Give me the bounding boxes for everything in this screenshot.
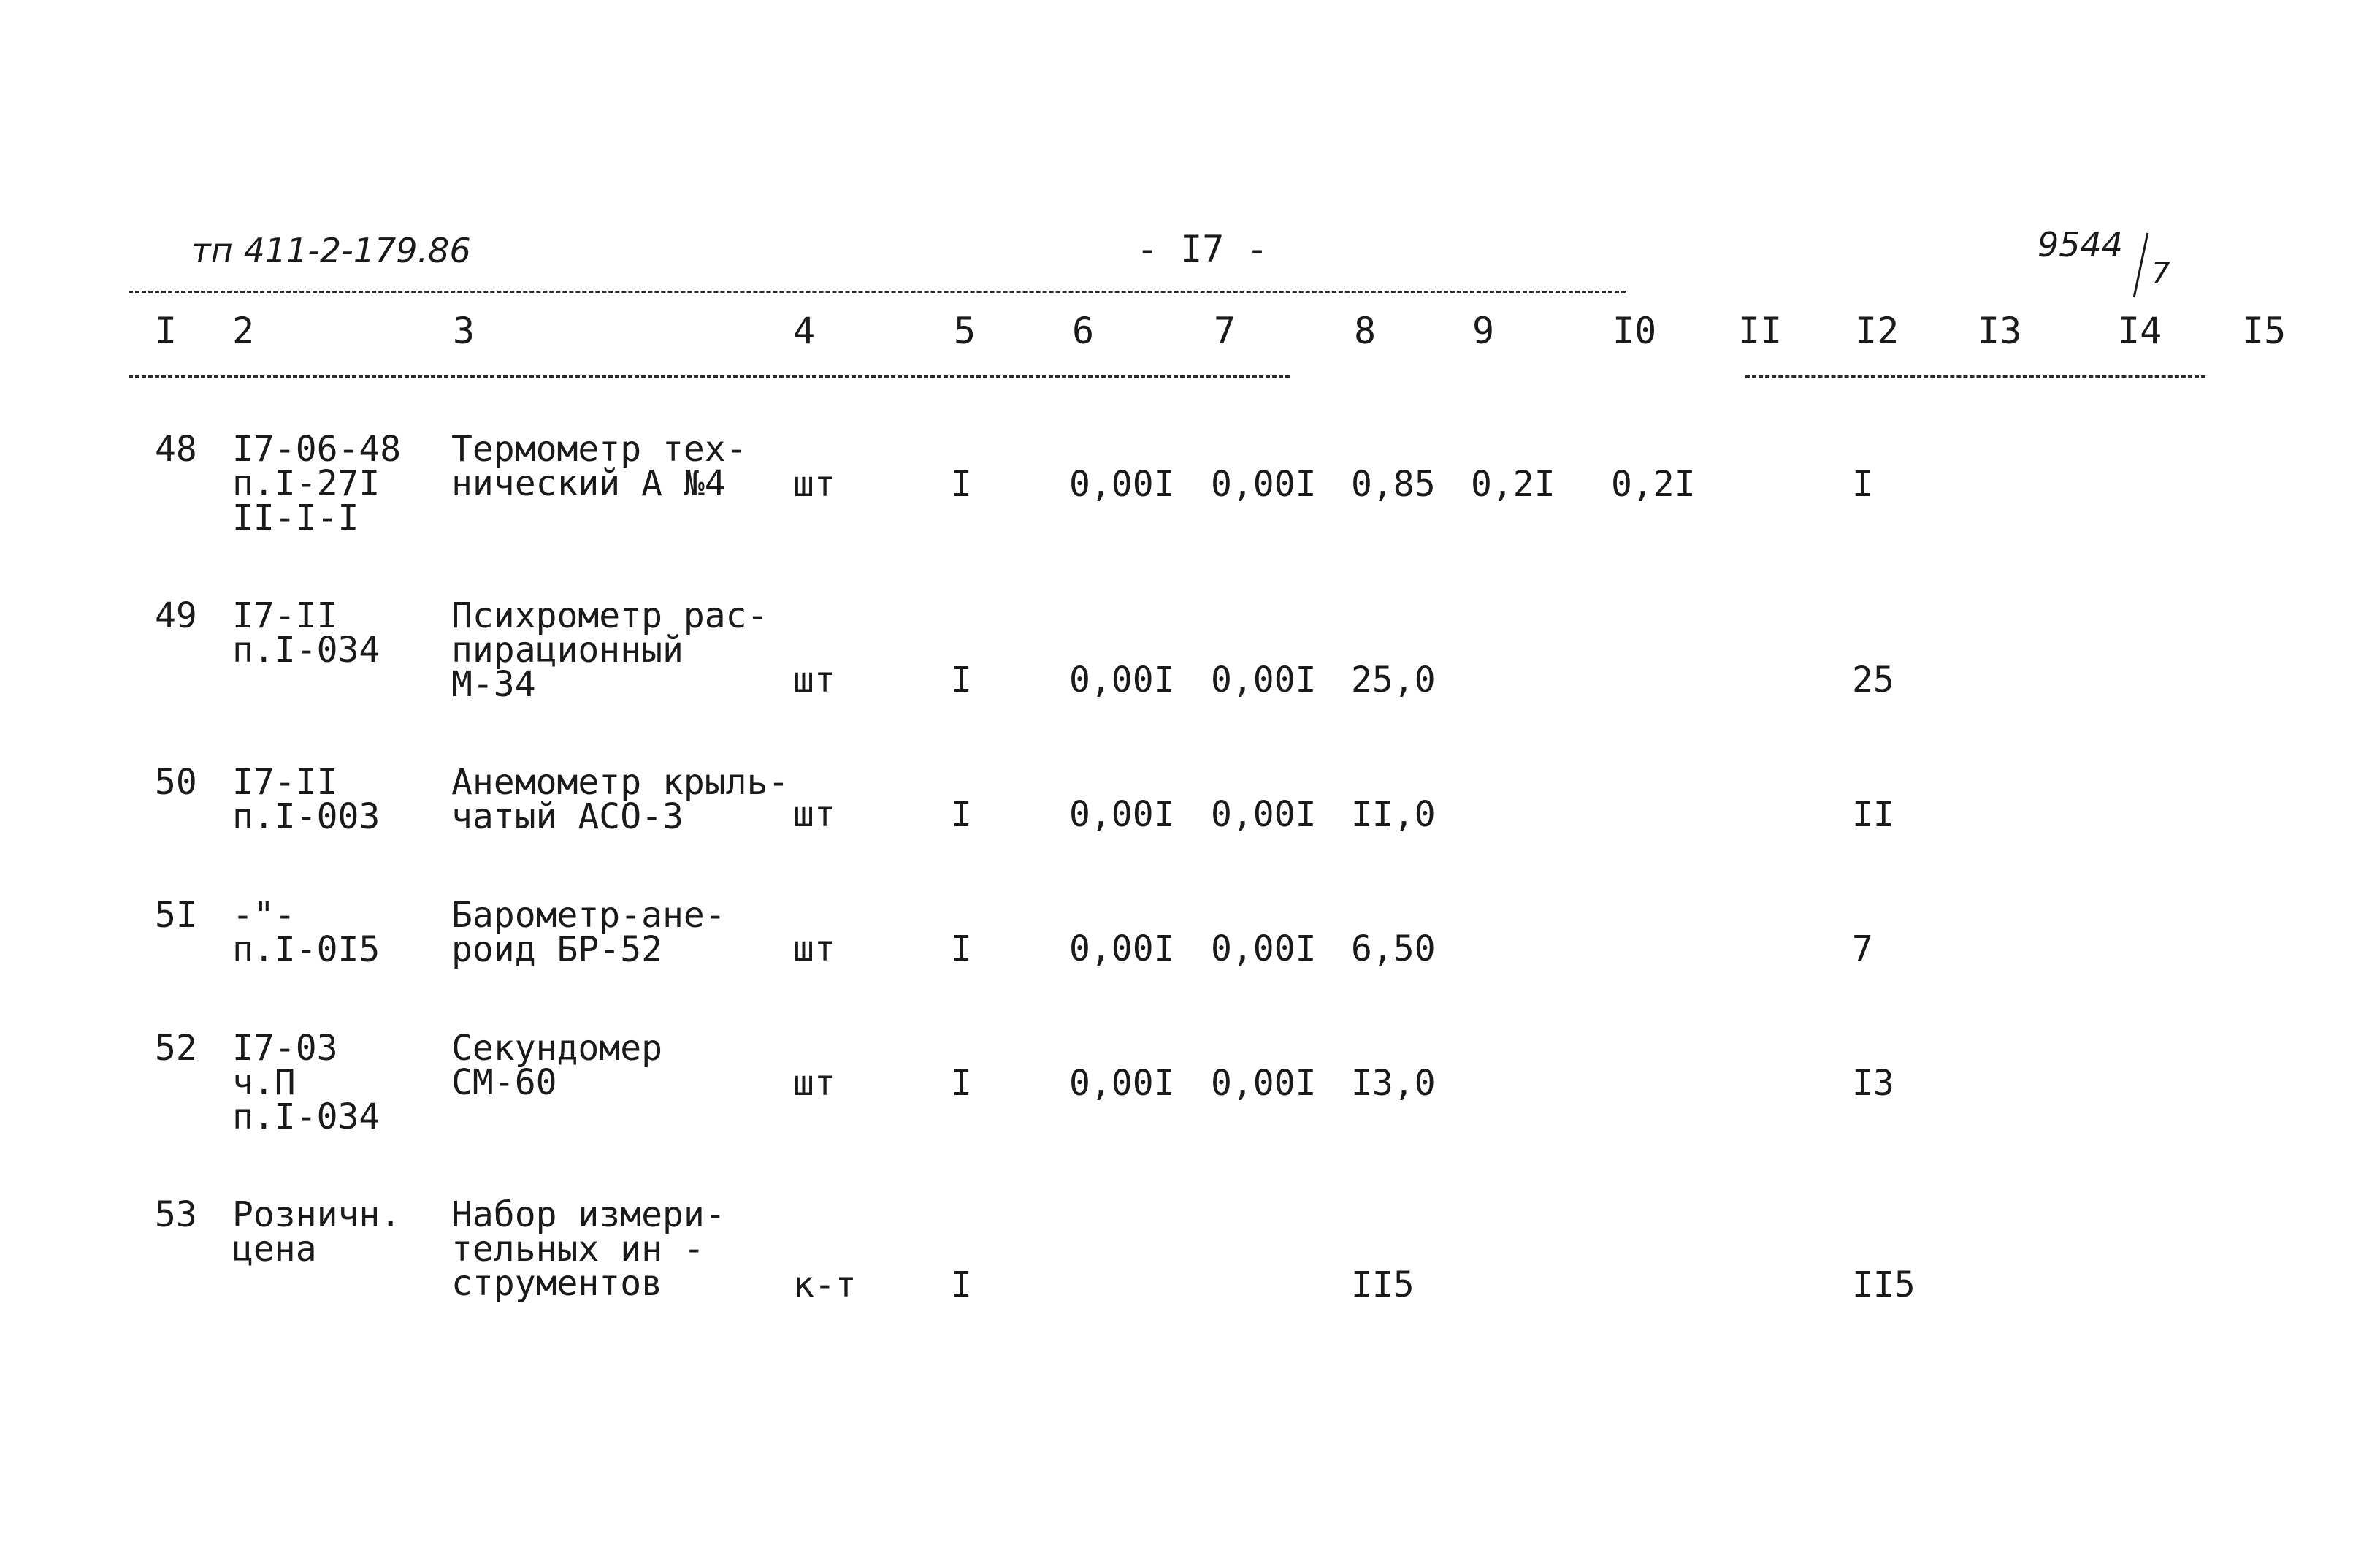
row-name: Термометр тех- нический А №4	[451, 429, 747, 504]
row-name: Психрометр рас- пирационный М-34	[451, 595, 768, 705]
column-number: 7	[1214, 310, 1236, 352]
column-number: I5	[2242, 310, 2287, 352]
row-col6: 0,00I	[1069, 928, 1175, 969]
row-qty: I	[951, 928, 972, 969]
row-code: I7-03 ч.П п.I-034	[232, 1028, 380, 1137]
row-number: 5I	[155, 895, 197, 936]
row-col8: 25,0	[1351, 660, 1436, 701]
row-number: 50	[155, 762, 197, 803]
row-col7: 0,00I	[1211, 1063, 1317, 1104]
row-col8: II,0	[1351, 794, 1436, 835]
row-name: Набор измери- тельных ин - струментов	[451, 1194, 726, 1304]
column-number: I4	[2118, 310, 2162, 352]
row-code: Розничн. цена	[232, 1194, 402, 1270]
sheet-fraction: 7	[2151, 257, 2170, 291]
column-number: I3	[1978, 310, 2022, 352]
row-unit: шт	[793, 794, 835, 835]
page-number: - I7 -	[1136, 228, 1269, 270]
row-col8: 6,50	[1351, 928, 1436, 969]
column-number: 4	[793, 310, 816, 352]
row-number: 49	[155, 595, 197, 636]
row-col12: 7	[1852, 928, 1873, 969]
column-number: 8	[1354, 310, 1377, 352]
column-number: I0	[1612, 310, 1657, 352]
header-bottom-rule	[129, 375, 1290, 378]
row-name: Барометр-ане- роид БР-52	[451, 895, 726, 970]
column-number: I2	[1855, 310, 1899, 352]
row-number: 52	[155, 1028, 197, 1069]
row-col12: II	[1852, 794, 1894, 835]
row-col7: 0,00I	[1211, 660, 1317, 701]
row-col6: 0,00I	[1069, 1063, 1175, 1104]
sheet-number: 9544	[2037, 225, 2124, 264]
column-number: 3	[453, 310, 475, 352]
sheet-fraction-slash	[2133, 233, 2149, 298]
row-code: I7-II п.I-003	[232, 762, 380, 837]
row-col7: 0,00I	[1211, 464, 1317, 505]
row-number: 53	[155, 1194, 197, 1235]
row-col7: 0,00I	[1211, 794, 1317, 835]
row-col6: 0,00I	[1069, 660, 1175, 701]
column-number: I	[155, 310, 177, 352]
row-name: Секундомер СМ-60	[451, 1028, 662, 1103]
row-col8: I3,0	[1351, 1063, 1436, 1104]
row-col12: I3	[1852, 1063, 1894, 1104]
header-bottom-rule-right	[1745, 375, 2205, 378]
row-code: I7-II п.I-034	[232, 595, 380, 671]
header-top-rule	[129, 291, 1626, 293]
column-number: 9	[1472, 310, 1495, 352]
row-unit: шт	[793, 660, 835, 701]
row-col10: 0,2I	[1611, 464, 1696, 505]
row-col12: I	[1852, 464, 1873, 505]
row-qty: I	[951, 660, 972, 701]
document-code: тп 411-2-179.86	[191, 231, 471, 270]
column-number: II	[1738, 310, 1783, 352]
row-unit: к-т	[793, 1264, 857, 1305]
row-code: -"- п.I-0I5	[232, 895, 380, 970]
column-number: 5	[954, 310, 976, 352]
row-col6: 0,00I	[1069, 464, 1175, 505]
row-col7: 0,00I	[1211, 928, 1317, 969]
row-qty: I	[951, 1264, 972, 1305]
row-qty: I	[951, 1063, 972, 1104]
row-unit: шт	[793, 464, 835, 505]
row-col12: 25	[1852, 660, 1894, 701]
row-number: 48	[155, 429, 197, 470]
row-qty: I	[951, 794, 972, 835]
row-col8: II5	[1351, 1264, 1415, 1305]
row-unit: шт	[793, 1063, 835, 1104]
column-number: 6	[1072, 310, 1095, 352]
row-qty: I	[951, 464, 972, 505]
row-col6: 0,00I	[1069, 794, 1175, 835]
row-col8: 0,85	[1351, 464, 1436, 505]
row-col9: 0,2I	[1471, 464, 1556, 505]
row-unit: шт	[793, 928, 835, 969]
column-number: 2	[232, 310, 255, 352]
row-code: I7-06-48 п.I-27I II-I-I	[232, 429, 402, 538]
row-name: Анемометр крыль- чатый АСО-3	[451, 762, 789, 837]
row-col12: II5	[1852, 1264, 1916, 1305]
